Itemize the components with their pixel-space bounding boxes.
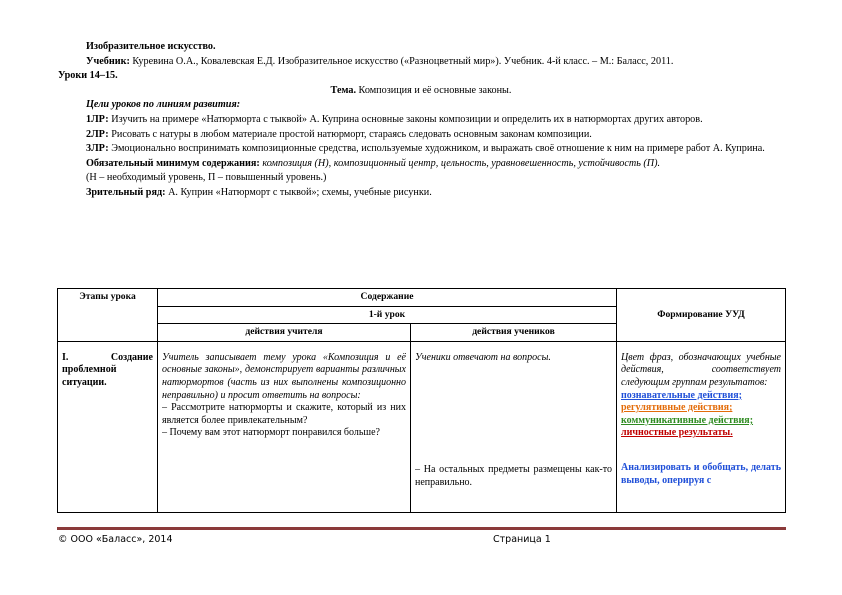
topic-line xyxy=(58,84,784,99)
uud-personal: личностные результаты. xyxy=(621,427,733,439)
textbook-line xyxy=(58,55,784,70)
header-stages: Этапы урока xyxy=(58,289,158,342)
header-teacher: действия учителя xyxy=(158,324,411,342)
stage-title: I. Создание проблемной ситуации. xyxy=(62,351,153,388)
header-content: Содержание xyxy=(158,289,617,307)
subject-line: Изобразительное искусство. xyxy=(86,41,216,52)
uud-cell xyxy=(617,341,786,512)
teacher-cell xyxy=(158,341,411,512)
textbook-text: Куревина О.А., Ковалевская Е.Д. Изобразительное искусство («Разноцветный мир»). Учебник. 4-й класс. – М.: Баласс, 2011. xyxy=(132,55,674,67)
goal-lr1 xyxy=(58,113,784,128)
minimum-label: Обязательный минимум содержания: xyxy=(86,157,260,169)
goals-heading: Цели уроков по линиям развития: xyxy=(86,99,241,111)
topic-text: Композиция и её основные законы. xyxy=(358,84,512,96)
goal-lr1-text: Изучить на примере «Натюрморта с тыквой» А. Куприна основные законы композиции и определить их в натюрмортах других авторов. xyxy=(111,113,703,125)
goal-lr2 xyxy=(58,128,784,143)
students-answer-2: – На остальных предметы размещены как-то неправильно. xyxy=(415,464,612,488)
footer-page-number: Страница 1 xyxy=(493,534,551,545)
visual-text: А. Куприн «Натюрморт с тыквой»; схемы, учебные рисунки. xyxy=(168,186,432,198)
uud-action: Анализировать и обобщать, делать выводы, оперируя с xyxy=(621,461,781,486)
stage-cell xyxy=(58,341,158,512)
footer-rule xyxy=(57,527,786,530)
uud-intro: Цвет фраз, обозначающих учебные действия, соответствует следующим группам результатов: xyxy=(621,351,781,388)
lessons-line: Уроки 14–15. xyxy=(58,70,118,82)
uud-cognitive: познавательные действия; xyxy=(621,389,742,401)
goal-lr3 xyxy=(58,142,784,157)
goal-lr3-label: 3ЛР: xyxy=(86,143,109,155)
teacher-intro: Учитель записывает тему урока «Композиция и её основные законы», демонстрирует варианты различных натюрмортов (часть из них выполнены композиционно неправильно) и просит ответить на вопросы: xyxy=(162,351,406,401)
minimum-text: композиция (Н), композиционный центр, цельность, уравновешенность, устойчивость (П). xyxy=(262,157,661,169)
teacher-question-2: – Почему вам этот натюрморт понравился больше? xyxy=(162,427,380,439)
students-cell xyxy=(411,341,617,512)
textbook-label: Учебник: xyxy=(86,55,130,67)
goal-lr1-label: 1ЛР: xyxy=(86,113,109,125)
header-students: действия учеников xyxy=(411,324,617,342)
lesson-intro xyxy=(58,40,784,201)
visual-line xyxy=(58,186,784,201)
minimum-line xyxy=(58,157,784,172)
goal-lr2-label: 2ЛР: xyxy=(86,128,109,140)
levels-note: (Н – необходимый уровень, П – повышенный уровень.) xyxy=(86,172,327,184)
lesson-table xyxy=(57,288,786,513)
visual-label: Зрительный ряд: xyxy=(86,186,166,198)
topic-label: Тема. xyxy=(330,84,356,96)
footer-copyright: © ООО «Баласс», 2014 xyxy=(58,534,173,545)
goal-lr3-text: Эмоционально воспринимать композиционные средства, используемые художником, и выражать своё отношение к ним на примере работ А. Куприна. xyxy=(111,143,765,155)
header-lesson: 1-й урок xyxy=(158,306,617,324)
goal-lr2-text: Рисовать с натуры в любом материале простой натюрморт, стараясь следовать основным законам композиции. xyxy=(111,128,592,140)
students-answer-1: Ученики отвечают на вопросы. xyxy=(415,351,551,363)
uud-regulatory: регулятивные действия; xyxy=(621,402,733,414)
uud-communicative: коммуникативные действия; xyxy=(621,414,754,426)
header-uud: Формирование УУД xyxy=(617,289,786,342)
teacher-question-1: – Рассмотрите натюрморты и скажите, который из них является более привлекательным? xyxy=(162,402,406,426)
